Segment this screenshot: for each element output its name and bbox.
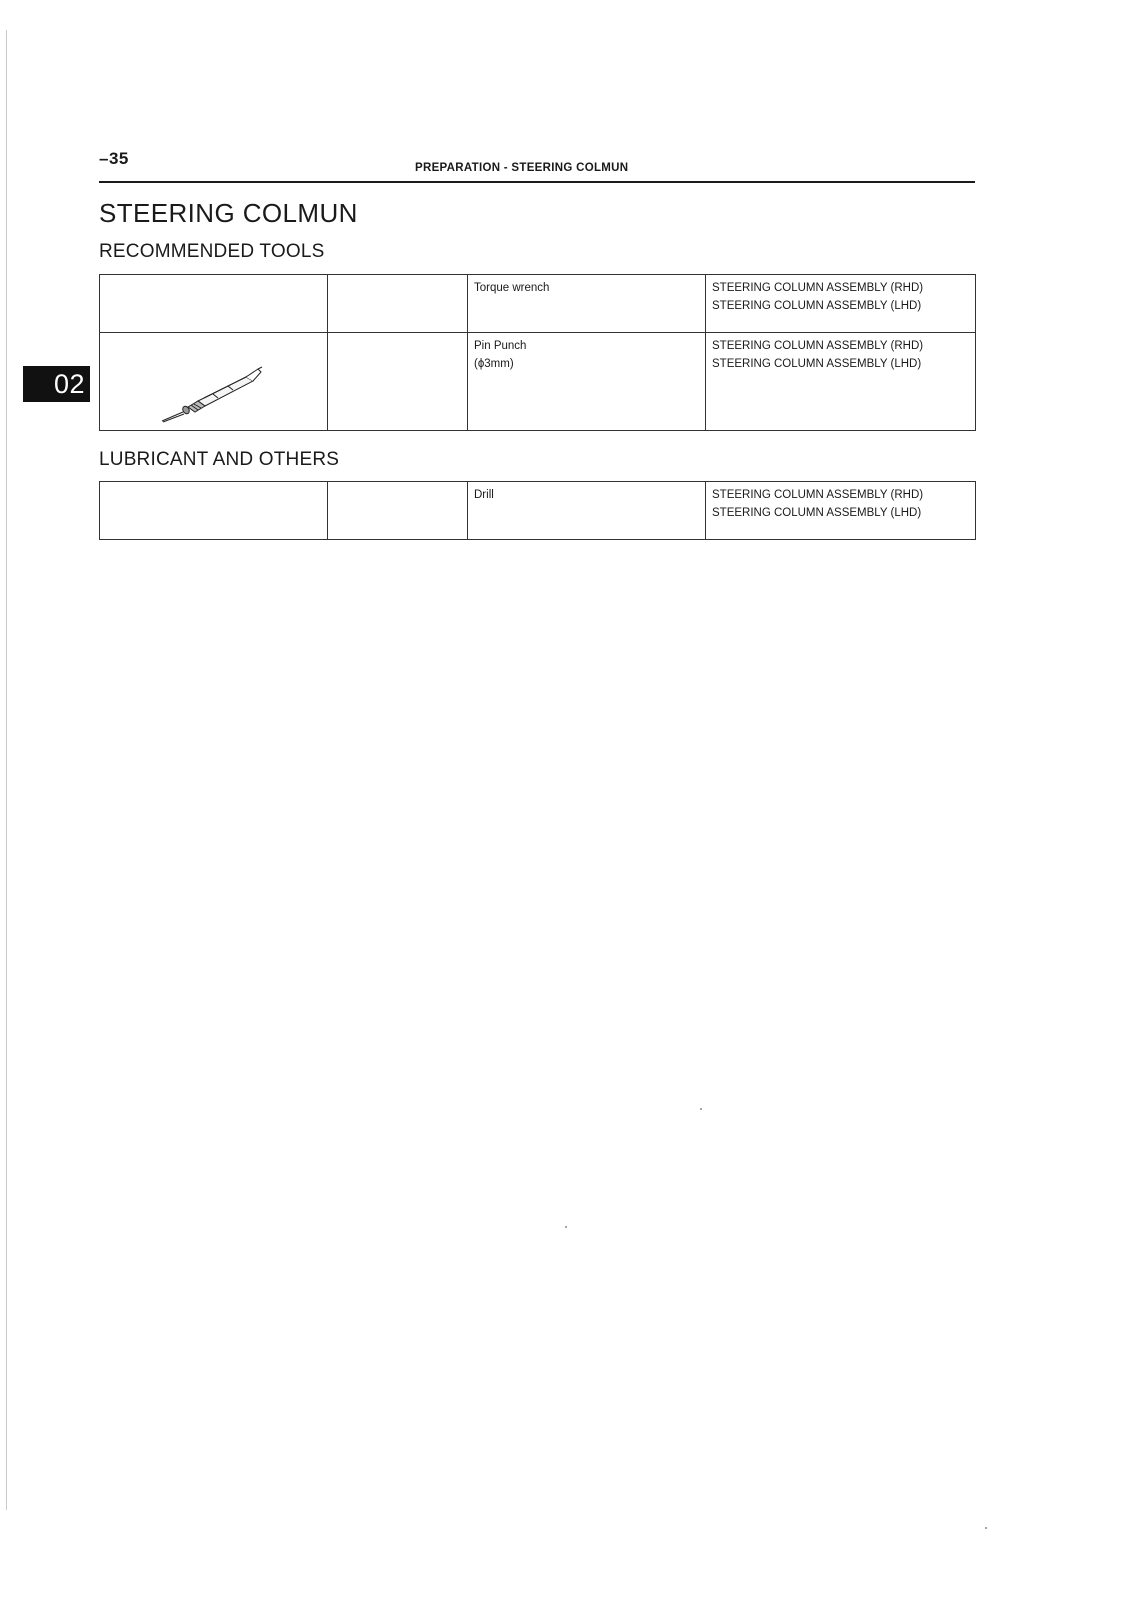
section-title: STEERING COLMUN [99, 198, 358, 228]
chapter-tab: 02 [23, 366, 90, 402]
tool-name: Pin Punch [474, 340, 527, 352]
usage-line: STEERING COLUMN ASSEMBLY (LHD) [712, 358, 922, 370]
lubricant-and-others-heading: LUBRICANT AND OTHERS [99, 449, 340, 470]
scan-speck [565, 1226, 567, 1228]
tool-illustration-cell [100, 275, 328, 333]
header-divider [99, 181, 975, 183]
part-number-cell [328, 333, 468, 431]
scan-edge-line [6, 30, 7, 1510]
tool-usage-cell [706, 333, 976, 431]
tool-usage-cell [706, 275, 976, 333]
table-row [100, 333, 976, 431]
table-row [100, 275, 976, 333]
usage-line: STEERING COLUMN ASSEMBLY (RHD) [712, 282, 924, 294]
tool-usage-cell [706, 482, 976, 540]
table-row [100, 482, 976, 540]
tool-name-cell [468, 275, 706, 333]
usage-line: STEERING COLUMN ASSEMBLY (LHD) [712, 300, 922, 312]
recommended-tools-heading: RECOMMENDED TOOLS [99, 241, 325, 262]
tool-size: (ϕ3mm) [474, 358, 514, 370]
recommended-tools-table [99, 274, 976, 431]
scan-speck [700, 1108, 702, 1110]
tool-name: Torque wrench [474, 282, 550, 294]
page-number: –35 [99, 149, 129, 168]
tool-illustration-cell [100, 333, 328, 431]
lubricant-table [99, 481, 976, 540]
pin-punch-icon [158, 363, 268, 423]
scan-speck [985, 1527, 987, 1529]
usage-line: STEERING COLUMN ASSEMBLY (RHD) [712, 340, 924, 352]
tool-illustration-cell [100, 482, 328, 540]
running-header-title: PREPARATION - STEERING COLMUN [415, 162, 629, 174]
usage-line: STEERING COLUMN ASSEMBLY (LHD) [712, 507, 922, 519]
tool-name-cell [468, 333, 706, 431]
part-number-cell [328, 275, 468, 333]
tool-name: Drill [474, 489, 494, 501]
part-number-cell [328, 482, 468, 540]
usage-line: STEERING COLUMN ASSEMBLY (RHD) [712, 489, 924, 501]
tool-name-cell [468, 482, 706, 540]
